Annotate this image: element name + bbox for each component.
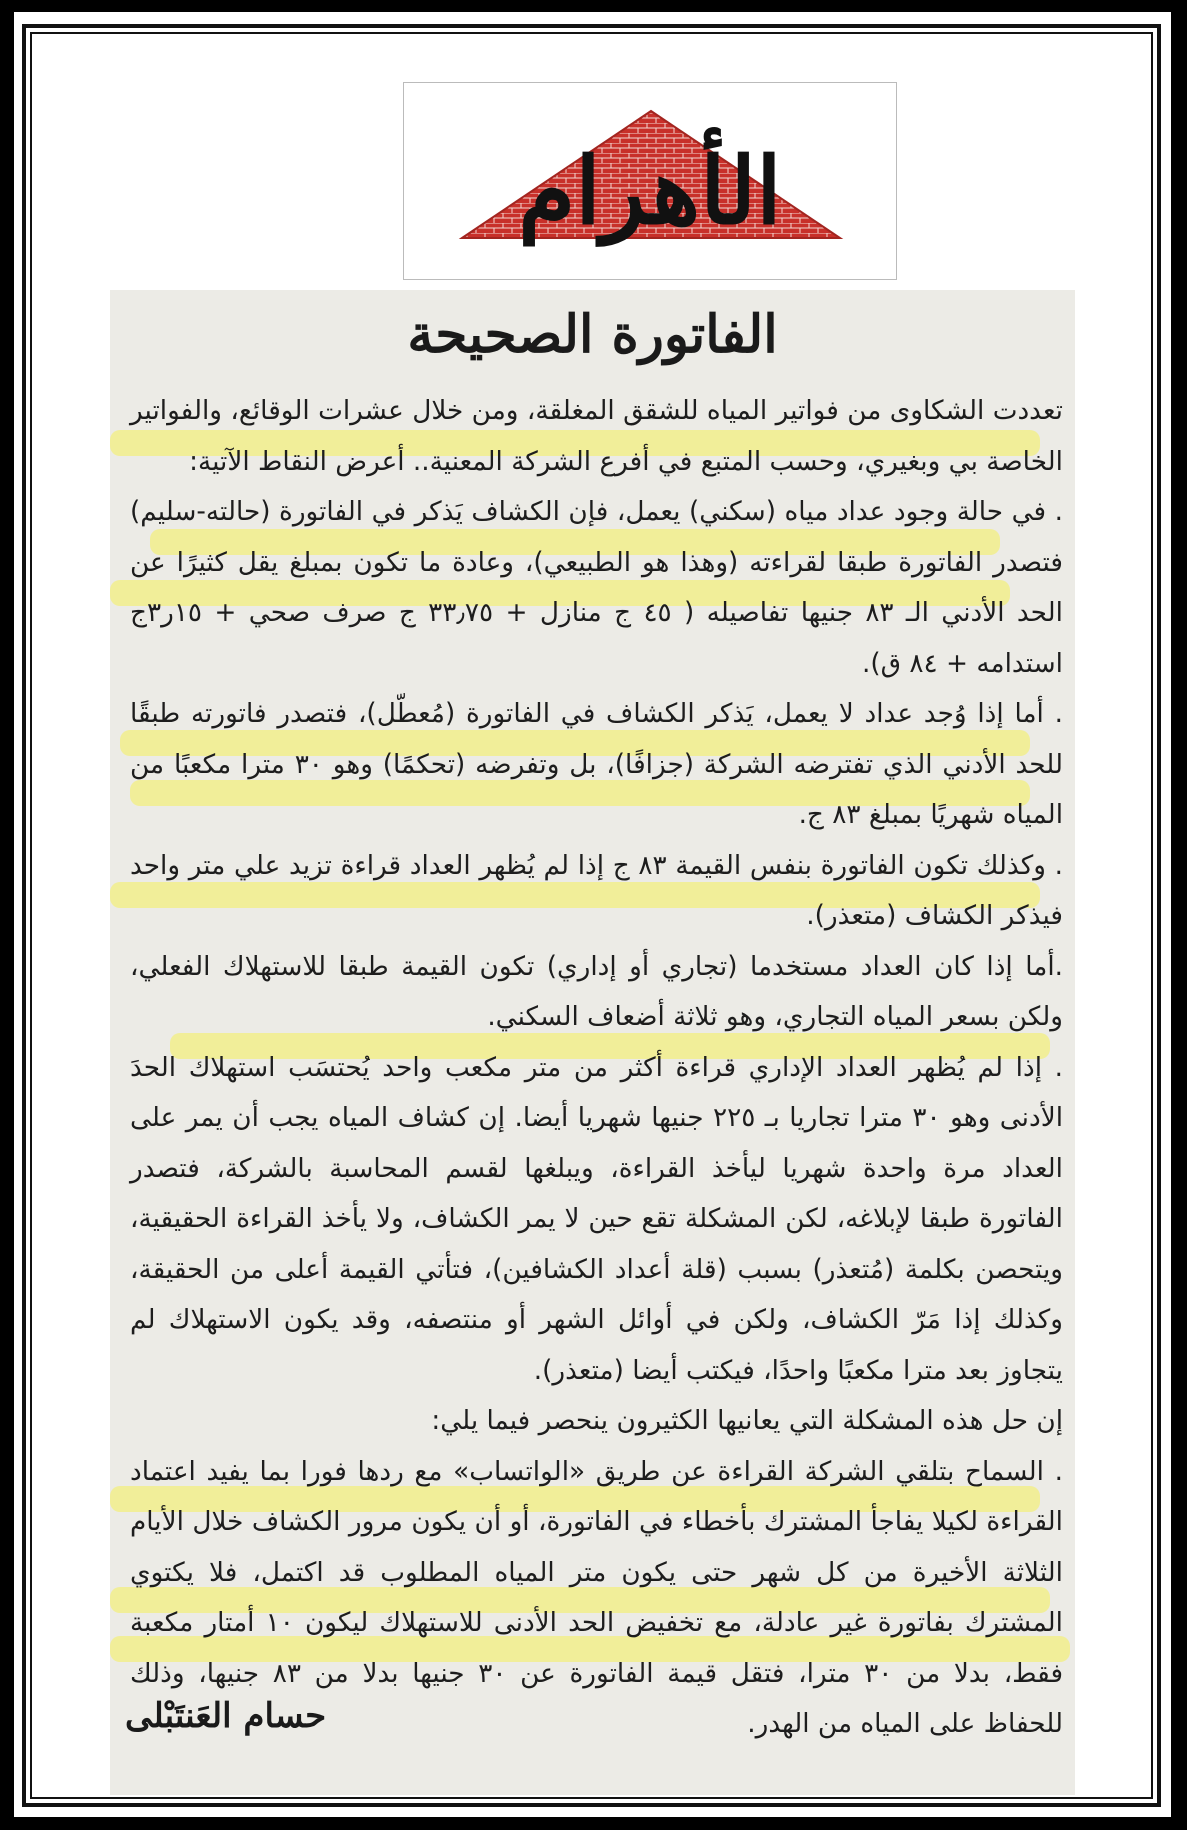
newspaper-clipping	[110, 290, 1075, 1795]
article-body	[130, 386, 1063, 1750]
newspaper-logo	[403, 82, 897, 280]
article-paragraph: . في حالة وجود عداد مياه (سكني) يعمل، فإن الكشاف يَذكر في الفاتورة (حالته-سليم) فتصدر الفاتورة طبقا لقراءته (وهذا هو الطبيعي)، وعادة ما تكون بمبلغ يقل كثيرًا عن الحد الأدني الـ ٨٣ جنيها تفاصيله ( ٤٥ ج منازل + ٣٣٫٧٥ ج صرف صحي + ١٥ر٣ج استدامه + ٨٤ ق).	[130, 497, 1063, 679]
article-paragraph: . وكذلك تكون الفاتورة بنفس القيمة ٨٣ ج إذا لم يُظهر العداد قراءة تزيد علي متر واحد فيذكر الكشاف (متعذر).	[130, 850, 1063, 931]
article-headline: الفاتورة الصحيحة	[407, 304, 778, 365]
article-paragraph: تعددت الشكاوى من فواتير المياه للشقق المغلقة، ومن خلال عشرات الوقائع، والفواتير الخاصة بي وبغيري، وحسب المتبع في أفرع الشركة المعنية.. أعرض النقاط الآتية:	[130, 396, 1063, 477]
logo-wordmark: الأهرام	[518, 137, 782, 245]
article-author: حسام العَنتَبْلى	[125, 1696, 327, 1736]
article-paragraph: إن حل هذه المشكلة التي يعانيها الكثيرون ينحصر فيما يلي:	[431, 1406, 1063, 1436]
article-paragraph: . إذا لم يُظهر العداد الإداري قراءة أكثر من متر مكعب واحد يُحتسَب استهلاك الحدَ الأدنى وهو ٣٠ مترا تجاريا بـ ٢٢٥ جنيها شهريا أيضا. إن كشاف المياه يجب أن يمر على العداد مرة واحدة شهريا ليأخذ القراءة، ويبلغها لقسم المحاسبة بالشركة، فتصدر الفاتورة طبقا لإبلاغه، لكن المشكلة تقع حين لا يمر الكشاف، ولا يأخذ القراءة الحقيقية، ويتحصن بكلمة (مُتعذر) بسبب (قلة أعداد الكشافين)، فتأتي القيمة أعلى من الحقيقة، وكذلك إذا مَرّ الكشاف، ولكن في أوائل الشهر أو منتصفه، وقد يكون الاستهلاك لم يتجاوز بعد مترا مكعبًا واحدًا، فيكتب أيضا (متعذر).	[130, 1052, 1063, 1386]
article-paragraph: . أما إذا وُجد عداد لا يعمل، يَذكر الكشاف في الفاتورة (مُعطّل)، فتصدر فاتورته طبقًا للحد الأدني الذي تفترضه الشركة (جزافًا)، بل وتفرضه (تحكمًا) وهو ٣٠ مترا مكعبًا من المياه شهريًا بمبلغ ٨٣ ج.	[130, 699, 1063, 830]
article-paragraph: . السماح بتلقي الشركة القراءة عن طريق «الواتساب» مع ردها فورا بما يفيد اعتماد القراءة لكيلا يفاجأ المشترك بأخطاء في الفاتورة، أو أن يكون مرور الكشاف خلال الأيام الثلاثة الأخيرة من كل شهر حتى يكون متر المياه المطلوب قد اكتمل، فلا يكتوي المشترك بفاتورة غير عادلة، مع تخفيض الحد الأدنى للاستهلاك ليكون ١٠ أمتار مكعبة فقط، بدلا من ٣٠ مترا، فتقل قيمة الفاتورة عن ٣٠ جنيها بدلا من ٨٣ جنيها، وذلك للحفاظ على المياه من الهدر.	[130, 1456, 1064, 1739]
article-paragraph: .أما إذا كان العداد مستخدما (تجاري أو إداري) تكون القيمة طبقا للاستهلاك الفعلي، ولكن بسعر المياه التجاري، وهو ثلاثة أضعاف السكني.	[130, 951, 1063, 1032]
